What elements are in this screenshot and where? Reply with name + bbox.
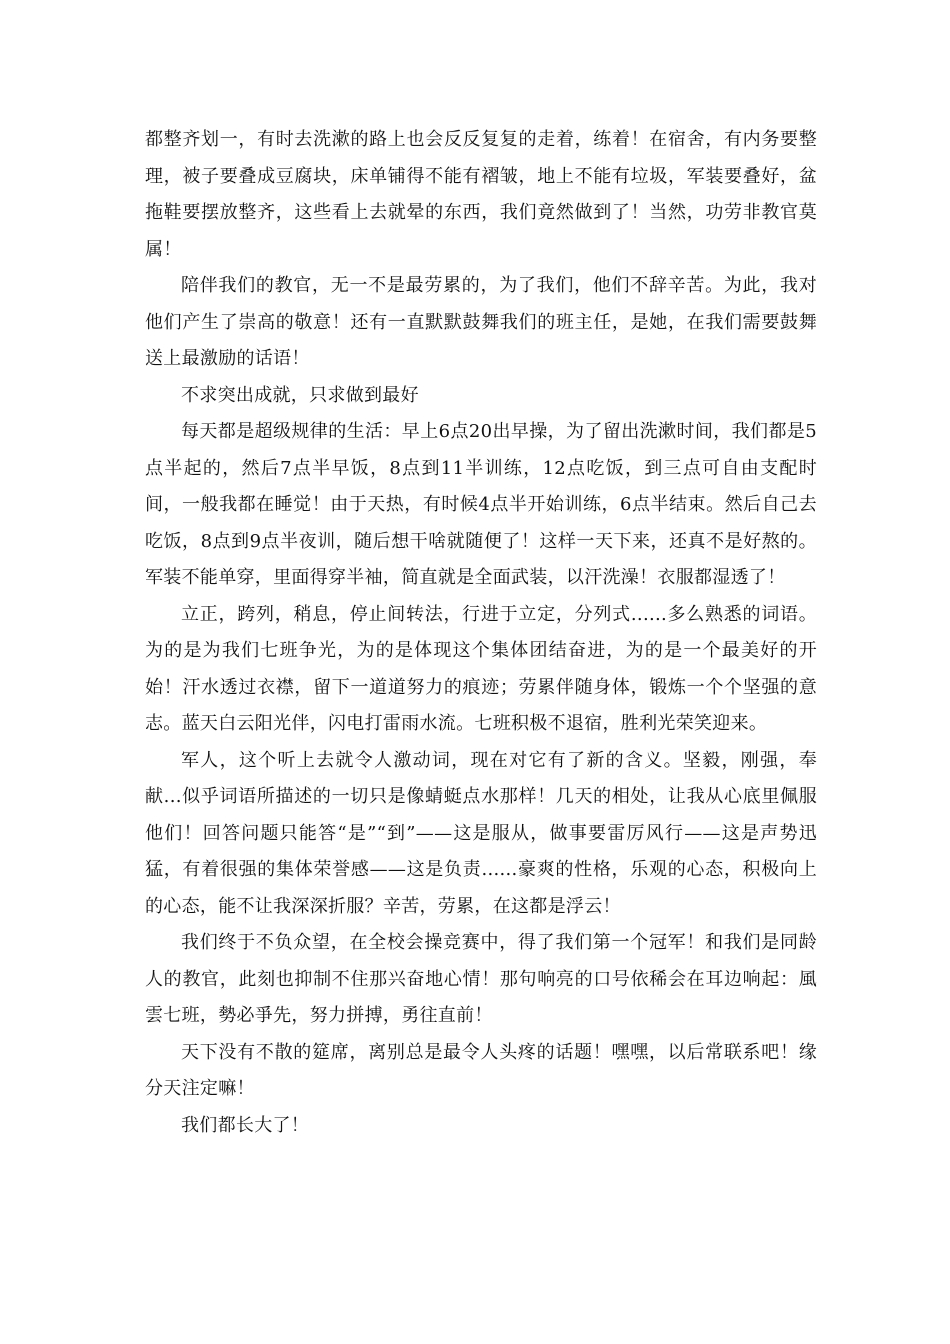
paragraph-9: 我们都长大了！ — [181, 1114, 310, 1136]
paragraph-7: 我们终于不负众望，在全校会操竞赛中，得了我们第一个冠军！和我们是同龄人的教官，此刻也抑制不住那兴奋地心情！那句响亮的口号依稀会在耳边响起：風雲七班，勢必爭先，努力拼搏，勇往直前！ — [145, 932, 817, 1026]
paragraph-2: 陪伴我们的教官，无一不是最劳累的，为了我们，他们不辞辛苦。为此，我对他们产生了崇高的敬意！还有一直默默鼓舞我们的班主任，是她，在我们需要鼓舞送上最激励的话语！ — [145, 275, 817, 369]
paragraph-4: 每天都是超级规律的生活：早上6点20出早操，为了留出洗漱时间，我们都是5点半起的，然后7点半早饭，8点到11半训练，12点吃饭，到三点可自由支配时间，一般我都在睡觉！由于天热，有时候4点半开始训练，6点半结束。然后自己去吃饭，8点到9点半夜训，随后想干啥就随便了！这样一天下来，还真不是好熬的。军装不能单穿，里面得穿半袖，简直就是全面武装，以汗洗澡！衣服都湿透了！ — [145, 421, 817, 588]
paragraph-6: 军人，这个听上去就令人激动词，现在对它有了新的含义。坚毅，刚强，奉献...似乎词语所描述的一切只是像蜻蜓点水那样！几天的相处，让我从心底里佩服他们！回答问题只能答“是”“到”——这是服从，做事要雷厉风行——这是声势迅猛，有着很强的集体荣誉感——这是负责......豪爽的性格，乐观的心态，积极向上的心态，能不让我深深折服？辛苦，劳累，在这都是浮云！ — [145, 749, 817, 917]
paragraph-3: 不求突出成就，只求做到最好 — [181, 384, 419, 406]
paragraph-5: 立正，跨列，稍息，停止间转法，行进于立定，分列式......多么熟悉的词语。为的是为我们七班争光，为的是体现这个集体团结奋进，为的是一个最美好的开始！汗水透过衣襟，留下一道道努力的痕迹；劳累伴随身体，锻炼一个个坚强的意志。蓝天白云阳光伴，闪电打雷雨水流。七班积极不退宿，胜利光荣笑迎来。 — [145, 603, 817, 734]
paragraph-1: 都整齐划一，有时去洗漱的路上也会反反复复的走着，练着！在宿舍，有内务要整理，被子要叠成豆腐块，床单铺得不能有褶皱，地上不能有垃圾，军装要叠好，盆拖鞋要摆放整齐，这些看上去就晕的东西，我们竟然做到了！当然，功劳非教官莫属！ — [145, 129, 817, 260]
paragraph-8: 天下没有不散的筵席，离别总是最令人头疼的话题！嘿嘿，以后常联系吧！缘分天注定嘛！ — [145, 1041, 817, 1099]
document-body — [145, 122, 817, 1144]
